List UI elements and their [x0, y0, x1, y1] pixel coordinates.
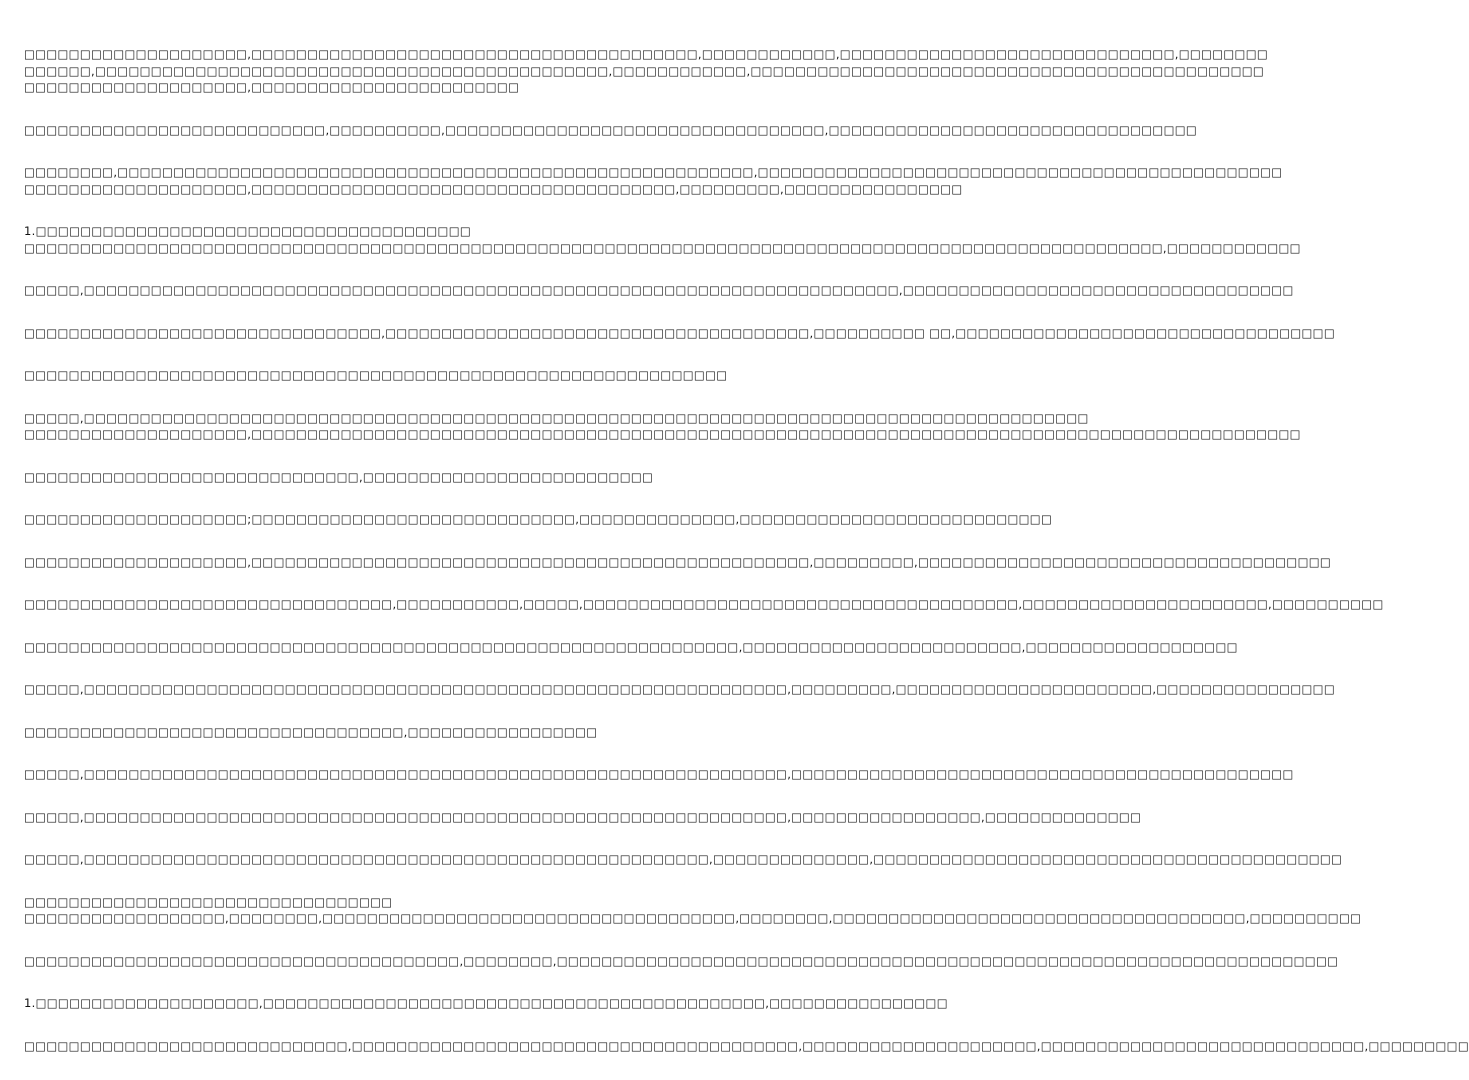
- paragraph: [24, 511, 1053, 528]
- text-line: □□□□□□□□□□□□□□□□□□□□,□□□□□□□□□□□□□□□□□□□□□□□□□□□□□□□□□□□□□□□□□□□□□□□□□□,□□□□□□□□□,□□□□□□□□□□□□□□□□□□□□□□□□□□□□□□□□□□□□□: [24, 554, 1332, 569]
- text-line: □□□□□□□□□□□□□□□□□□□□,□□□□□□□□□□□□□□□□□□□□□□□□□□□□□□□□□□□□□□,□□□□□□□□□,□□□□□□□□□□□□□□□□: [24, 181, 963, 196]
- text-line: □□□□□,□□□□□□□□□□□□□□□□□□□□□□□□□□□□□□□□□□□□□□□□□□□□□□□□□□□□□□□□□□□□□□□,□□□□□□□□□,□□□□□□□□□□□□□□□□□□□□□□□,□□□□□□□□□□□□□□□□: [24, 682, 1336, 696]
- paragraph: [24, 282, 1294, 299]
- text-line: □□□□□,□□□□□□□□□□□□□□□□□□□□□□□□□□□□□□□□□□□□□□□□□□□□□□□□□□□□□□□□□□□□□□□,□□□□□□□□□□□□□□□□□,□□□□□□□□□□□□□□: [24, 809, 1142, 824]
- text-line: □□□□□□□□□□□□□□□□□□□□,□□□□□□□□□□□□□□□□□□□□□□□□□□□□□□□□□□□□□□□□,□□□□□□□□□□□□,□□□□□□□□□□□□□□□□□□□□□□□□□□□□□□,□□□□□□□□: [24, 47, 1269, 61]
- document-body: [24, 46, 1469, 1080]
- paragraph: [24, 223, 1301, 256]
- paragraph: [24, 724, 696, 741]
- text-line: □□□□□□□□□□□□□□□□□□□□□□□□□□□□□□□□,□□□□□□□□□□□□□□□□□□□□□□□□□□□□□□□□□□□□□□,□□□□□□□□□□ □□,□□□□□□□□□□□□□□□□□□□□□□□□□□□□□□□□□□: [24, 325, 1336, 340]
- text-line: □□□□□,□□□□□□□□□□□□□□□□□□□□□□□□□□□□□□□□□□□□□□□□□□□□□□□□□□□□□□□□,□□□□□□□□□□□□□□,□□□□□□□□□□□□□□□□□□□□□□□□□□□□□□□□□□□□□□□□□□: [24, 852, 1343, 866]
- text-line: □□□□□□□□□□□□□□□□□□□□□□□□□□□,□□□□□□□□□□,□□□□□□□□□□□□□□□□□□□□□□□□□□□□□□□□□□,□□□□□□□□□□□□□□□□□□□□□□□□□□□□□□□□□: [24, 122, 1198, 137]
- text-line: □□□□□□□□□□□□□□□□□□□□,□□□□□□□□□□□□□□□□□□□□□□□□□□□□□□□□□□□□□□□□□□□□□□□□□□□□□□□□□□□□□□□□□□□□□□□□□□□□□□□□□□□□□□□□□□□□□□: [24, 427, 1301, 441]
- paragraph: [24, 122, 1198, 139]
- text-line: □□□□□□□□□□□□□□□□□□,□□□□□□□□,□□□□□□□□□□□□□□□□□□□□□□□□□□□□□□□□□□□□□,□□□□□□□□,□□□□□□□□□□□□□□□□□□□□□□□□□□□□□□□□□□□□□,□□□□□□□□□□: [24, 911, 1362, 925]
- text-line: □□□□□□□□□□□□□□□□□□□□□□□□□□□□□□□□□□□□□□□□□□□□□□□□□□□□□□□□□□□□□□□□□□□□□□□□□□□□□□□□□□□□□□□□□□□□□□□□□□□□□□,□□□□□□□□□□□□: [24, 240, 1301, 255]
- text-line: □□□□□□□□□□□□□□□□□□□□□□□□□□□□□□□□□: [24, 894, 393, 909]
- text-line: □□□□□,□□□□□□□□□□□□□□□□□□□□□□□□□□□□□□□□□□□□□□□□□□□□□□□□□□□□□□□□□□□□□□□,□□□□□□□□□□□□□□□□□□□□□□□□□□□□□□□□□□□□□□□□□□□□□: [24, 767, 1294, 781]
- text-line: □□□□□,□□□□□□□□□□□□□□□□□□□□□□□□□□□□□□□□□□□□□□□□□□□□□□□□□□□□□□□□□□□□□□□□□□□□□□□□□,□□□□□□□□□□□□□□□□□□□□□□□□□□□□□□□□□□□: [24, 283, 1294, 297]
- paragraph: [24, 554, 1332, 571]
- text-line: 1.□□□□□□□□□□□□□□□□□□□□□□□□□□□□□□□□□□□□□□□: [24, 224, 472, 238]
- text-line: □□□□□,□□□□□□□□□□□□□□□□□□□□□□□□□□□□□□□□□□□□□□□□□□□□□□□□□□□□□□□□□□□□□□□□□□□□□□□□□□□□□□□□□□□□□□□□□□: [24, 410, 1089, 425]
- text-line: □□□□□□□□□□□□□□□□□□□□□□□□□□□□□□□□□□□□□□□□□□□□□□□□□□□□□□□□□□□□□□□□,□□□□□□□□□□□□□□□□□□□□□□□□□,□□□□□□□□□□□□□□□□□□□: [24, 639, 1238, 654]
- text-line: □□□□□□□□□□□□□□□□□□□□□□□□□□□□□□□□□□□□□□□□□□□□□□□□□□□□□□□□□□□□□□□: [24, 368, 728, 382]
- text-line: □□□□□□□□□□□□□□□□□□□□;□□□□□□□□□□□□□□□□□□□□□□□□□□□□□,□□□□□□□□□□□□□□,□□□□□□□□□□□□□□□□□□□□□□□□□□□□: [24, 512, 1053, 526]
- paragraph: [24, 681, 1336, 698]
- paragraph: [24, 851, 1343, 868]
- paragraph: [24, 469, 696, 486]
- text-line: □□□□□□□□,□□□□□□□□□□□□□□□□□□□□□□□□□□□□□□□□□□□□□□□□□□□□□□□□□□□□□□□□□,□□□□□□□□□□□□□□□□□□□□□□□□□□□□□□□□□□□□□□□□□□□□□□□: [24, 165, 1283, 179]
- text-line: □□□□□□□□□□□□□□□□□□□□□□□□□□□□□□□□□□,□□□□□□□□□□□□□□□□□: [24, 724, 598, 739]
- text-line: □□□□□□□□□□□□□□□□□□□□□□□□□□□□□□,□□□□□□□□□□□□□□□□□□□□□□□□□□: [24, 469, 654, 484]
- paragraph: [24, 164, 1283, 197]
- paragraph: [24, 596, 1384, 613]
- text-line: □□□□□□,□□□□□□□□□□□□□□□□□□□□□□□□□□□□□□□□□□□□□□□□□□□□□□,□□□□□□□□□□□□,□□□□□□□□□□□□□□□□□□□□□□□□□□□□□□□□□□□□□□□□□□□□□□: [24, 63, 1265, 78]
- text-line: □□□□□□□□□□□□□□□□□□□□□□□□□□□□□□□□□□□□□□□,□□□□□□□□,□□□□□□□□□□□□□□□□□□□□□□□□□□□□□□□□□□□□□□□□□□□□□□□□□□□□□□□□□□□□□□□□□□□□□□: [24, 953, 1339, 968]
- paragraph: [24, 639, 1238, 656]
- text-line: 1.□□□□□□□□□□□□□□□□□□□□,□□□□□□□□□□□□□□□□□□□□□□□□□□□□□□□□□□□□□□□□□□□□□,□□□□□□□□□□□□□□□□: [24, 996, 948, 1010]
- paragraph: [24, 766, 1294, 783]
- text-line: □□□□□□□□□□□□□□□□□□□□□□□□□□□□□□□□□,□□□□□□□□□□□,□□□□□,□□□□□□□□□□□□□□□□□□□□□□□□□□□□□□□□□□□□□□□,□□□□□□□□□□□□□□□□□□□□□□,□□□□□□□□□□: [24, 597, 1384, 611]
- text-line: □□□□□□□□□□□□□□□□□□□□□□□□□□□□□,□□□□□□□□□□□□□□□□□□□□□□□□□□□□□□□□□□□□□□□□,□□□□□□□□□□□□□□□□□□□□□,□□□□□□□□□□□□□□□□□□□□□□□□□□□□□,□□□□□□□□□: [24, 1038, 1469, 1053]
- paragraph: [24, 1038, 1469, 1055]
- text-line: □□□□□□□□□□□□□□□□□□□□,□□□□□□□□□□□□□□□□□□□□□□□□: [24, 80, 520, 94]
- paragraph: [24, 325, 1336, 342]
- paragraph: [24, 367, 728, 384]
- paragraph: [24, 809, 1142, 826]
- paragraph: [24, 46, 1269, 96]
- paragraph: [24, 953, 1339, 970]
- paragraph: [24, 410, 1301, 443]
- paragraph: [24, 995, 948, 1012]
- paragraph: [24, 894, 1362, 927]
